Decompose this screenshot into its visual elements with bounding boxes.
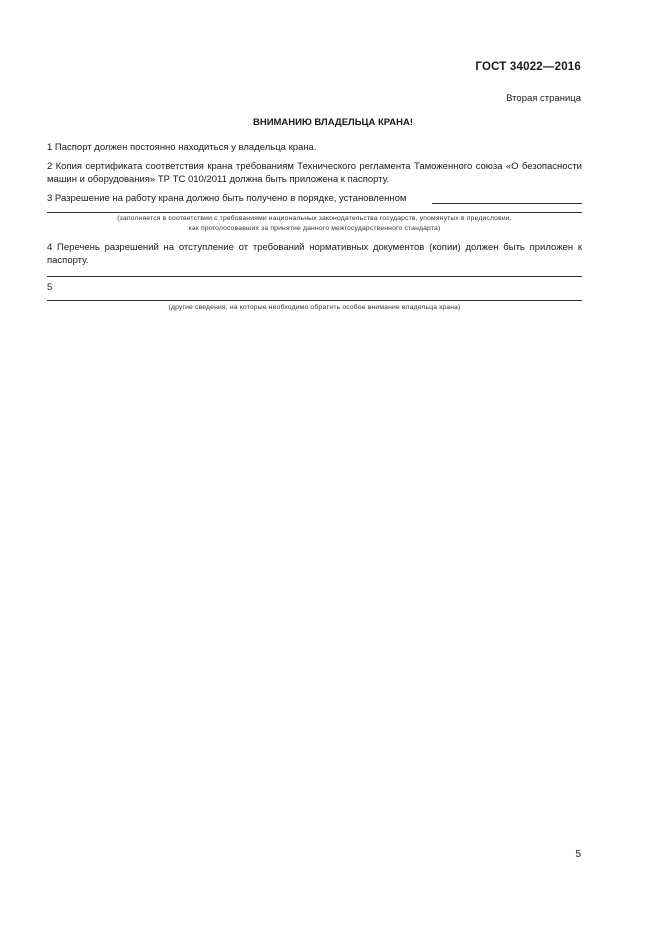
item-3-blank-line [47, 212, 582, 213]
item-4-blank-line [47, 276, 582, 277]
item-4: 4 Перечень разрешений на отступление от требований нормативных документов (копии) должен быть приложен к паспорту. [47, 242, 582, 266]
notice-title: ВНИМАНИЮ ВЛАДЕЛЬЦА КРАНА! [252, 117, 414, 128]
page-label: Вторая страница [506, 93, 581, 104]
item-3-note-line-2: как проголосовавших за принятие данного межгосударственного стандарта) [188, 225, 441, 232]
item-3-note-line-1: (заполняется в соответствии с требованиями национальных законодательства государств, упомянутых в предисловии, [117, 215, 512, 222]
item-2: 2 Копия сертификата соответствия крана требованиям Технического регламента Таможенного союза «О безопасности машин и оборудования» ТР ТС 010/2011 должна быть приложена к паспорту. [47, 161, 582, 185]
item-3: 3 Разрешение на работу крана должно быть получено в порядке, установленном [47, 193, 407, 204]
item-1: 1 Паспорт должен постоянно находиться у владельца крана. [47, 142, 317, 153]
item-3-fill-line [432, 203, 582, 204]
item-5-note: (другие сведения, на которые необходимо обратить особое внимание владельца крана) [168, 304, 461, 311]
item-5: 5 [47, 282, 53, 293]
page-number: 5 [575, 849, 581, 860]
item-5-blank-line [47, 300, 582, 301]
standard-code: ГОСТ 34022—2016 [475, 61, 581, 73]
